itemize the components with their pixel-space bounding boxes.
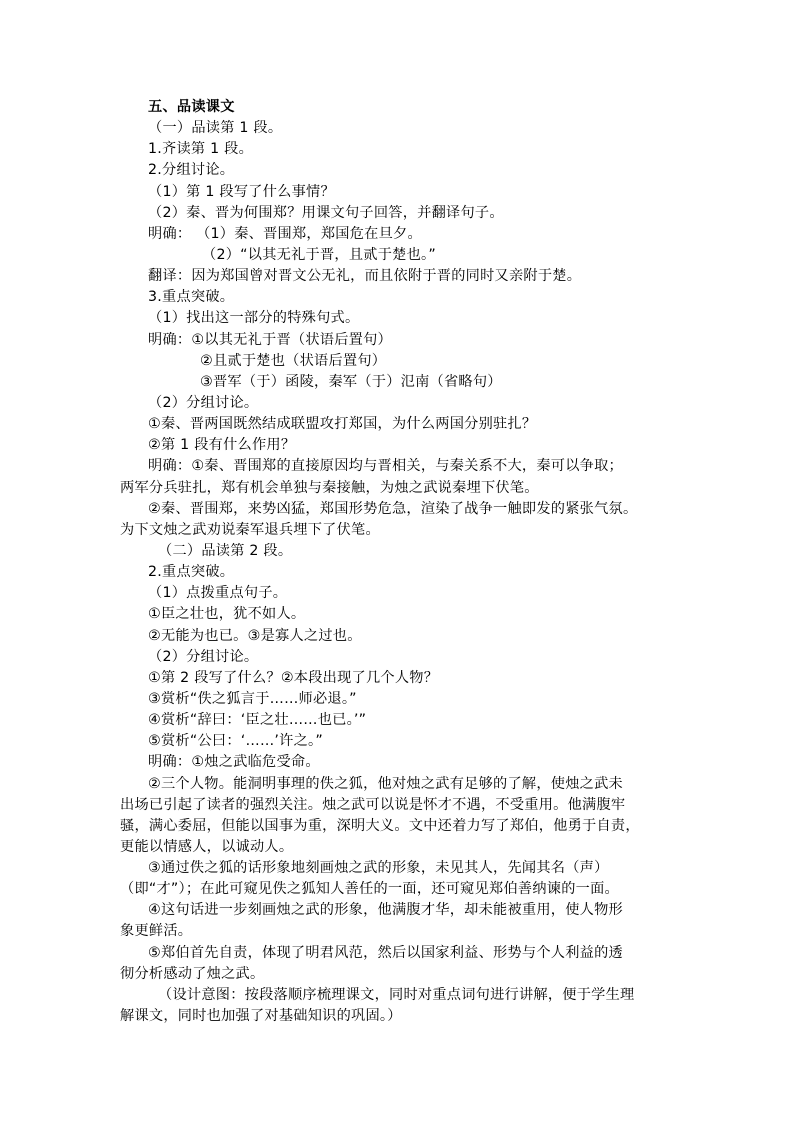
text-line: 两军分兵驻扎，郑有机会单独与秦接触，为烛之武说秦埋下伏笔。	[120, 479, 539, 496]
text-line: 彻分析感动了烛之武。	[120, 965, 265, 982]
design-intent-line: （设计意图：按段落顺序梳理课文，同时对重点词句进行讲解，便于学生理	[158, 986, 635, 1003]
subsection-heading: （二）品读第 2 段。	[158, 542, 293, 559]
text-line: 为下文烛之武劝说秦军退兵埋下了伏笔。	[120, 521, 380, 538]
text-line: ③赏析“佚之狐言于……师必退。”	[148, 690, 357, 707]
text-line: （2）秦、晋为何围郑？用课文句子回答，并翻译句子。	[148, 204, 504, 221]
text-line: ②且贰于楚也（状语后置句）	[200, 352, 387, 369]
text-line: ②第 1 段有什么作用？	[148, 437, 296, 454]
text-line: ③晋军（于）函陵，秦军（于）氾南（省略句）	[200, 373, 502, 390]
text-line: 明确：①烛之武临危受命。	[148, 754, 320, 771]
text-line: ③通过佚之狐的话形象地刻画烛之武的形象，未见其人，先闻其名（声）	[148, 860, 609, 877]
document-body	[120, 97, 680, 1027]
text-line: 明确：①以其无礼于晋（状语后置句）	[148, 331, 392, 348]
text-line: 翻译：因为郑国曾对晋文公无礼，而且依附于晋的同时又亲附于楚。	[148, 268, 582, 285]
text-line: ⑤赏析“公曰：‘……’许之。”	[148, 733, 323, 750]
text-line: ②秦、晋围郑，来势凶猛，郑国形势危急，渲染了战争一触即发的紧张气氛。	[148, 500, 638, 517]
text-line: 明确：①秦、晋围郑的直接原因均与晋相关，与秦关系不大，秦可以争取；	[148, 458, 623, 475]
text-line: 出场已引起了读者的强烈关注。烛之武可以说是怀才不遇，不受重用。他满腹牢	[120, 796, 626, 813]
text-line: （2）分组讨论。	[148, 648, 259, 665]
text-line: 3.重点突破。	[148, 289, 235, 306]
text-line: ②三个人物。能洞明事理的佚之狐，他对烛之武有足够的了解，使烛之武未	[148, 775, 623, 792]
text-line: （2）“以其无礼于晋，且贰于楚也。”	[202, 246, 436, 263]
text-line: ①秦、晋两国既然结成联盟攻打郑国，为什么两国分别驻扎？	[148, 416, 537, 433]
text-line: ②无能为也已。③是寡人之过也。	[148, 627, 362, 644]
text-line: 骚，满心委屈，但能以国事为重，深明大义。文中还着力写了郑伯，他勇于自责，	[120, 817, 640, 834]
section-heading: 五、品读课文	[148, 99, 235, 115]
subsection-heading: （一）品读第 1 段。	[148, 120, 283, 137]
text-line: ⑤郑伯首先自责，体现了明君风范，然后以国家利益、形势与个人利益的透	[148, 944, 623, 961]
text-line: ①第 2 段写了什么？②本段出现了几个人物？	[148, 669, 439, 686]
text-line: （即“才”）；在此可窥见佚之狐知人善任的一面，还可窥见郑伯善纳谏的一面。	[120, 881, 619, 898]
text-line: 1.齐读第 1 段。	[148, 141, 254, 158]
text-line: （1）找出这一部分的特殊句式。	[148, 310, 360, 327]
text-line: 2.重点突破。	[148, 564, 235, 581]
design-intent-line: 解课文，同时也加强了对基础知识的巩固。）	[120, 1008, 402, 1025]
text-line: （1）点拨重点句子。	[148, 585, 288, 602]
text-line: 更能以情感人，以诚动人。	[120, 838, 294, 855]
text-line: ①臣之壮也，犹不如人。	[148, 606, 306, 623]
text-line: 象更鲜活。	[120, 923, 193, 940]
text-line: 明确： （1）秦、晋围郑，郑国危在旦夕。	[148, 225, 422, 242]
text-line: ④这句话进一步刻画烛之武的形象，他满腹才华，却未能被重用，使人物形	[148, 902, 623, 919]
text-line: ④赏析“辞曰：‘臣之壮……也已。’”	[148, 712, 367, 729]
text-line: （2）分组讨论。	[148, 394, 259, 411]
text-line: （1）第 1 段写了什么事情？	[148, 183, 335, 200]
text-line: 2.分组讨论。	[148, 162, 235, 179]
